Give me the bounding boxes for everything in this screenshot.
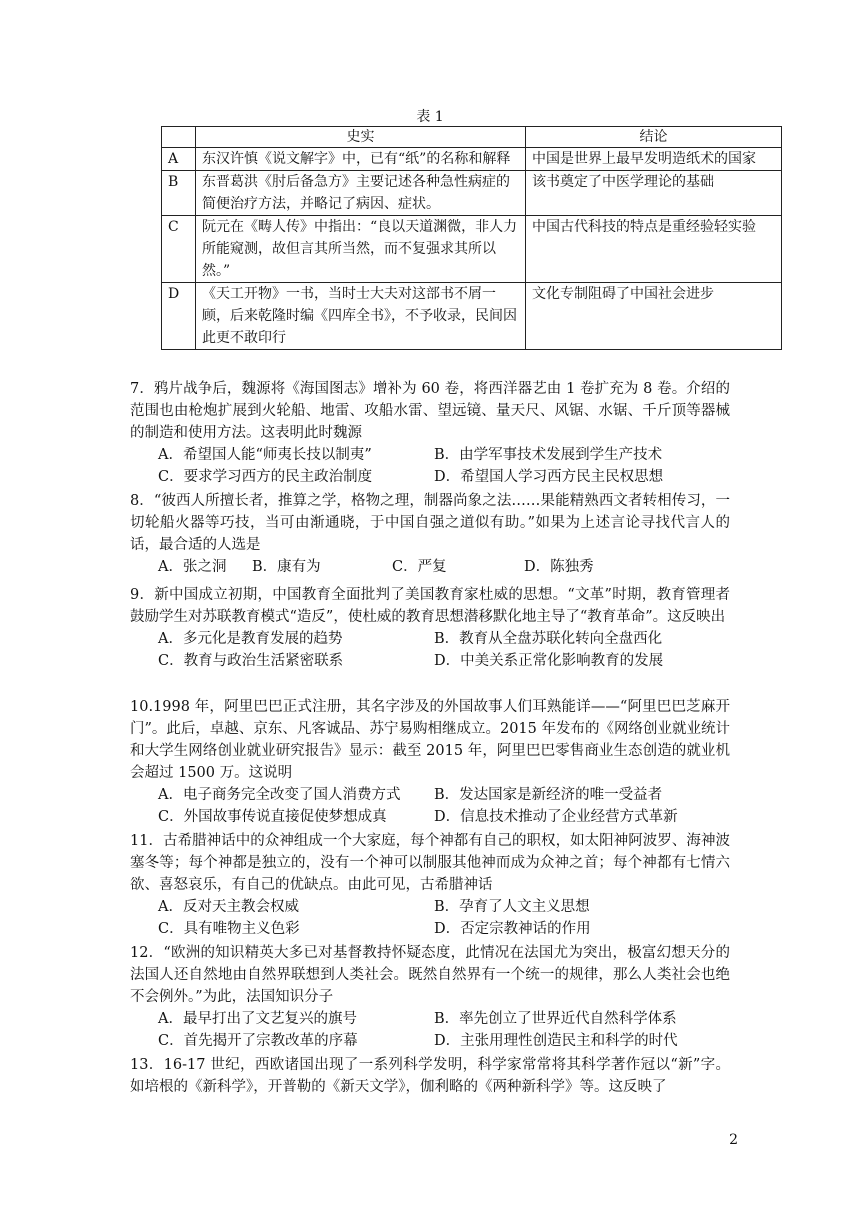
table-header-row bbox=[162, 127, 782, 148]
option-d[interactable]: D．否定宗教神话的作用 bbox=[434, 921, 591, 937]
option-a[interactable]: A．电子商务完全改变了国人消费方式 bbox=[158, 787, 401, 803]
question-13 bbox=[130, 1054, 730, 1098]
option-a[interactable]: A．多元化是教育发展的趋势 bbox=[158, 631, 343, 647]
option-d[interactable]: D．主张用理性创造民主和科学的时代 bbox=[434, 1033, 678, 1049]
page-number: 2 bbox=[729, 1132, 738, 1148]
table-row bbox=[162, 283, 782, 350]
option-a[interactable]: A．最早打出了文艺复兴的旗号 bbox=[158, 1011, 357, 1027]
table-row bbox=[162, 171, 782, 216]
question-stem: 11．古希腊神话中的众神组成一个大家庭，每个神都有自己的职权，如太阳神阿波罗、海神波塞冬等；每个神都是独立的，没有一个神可以制服其他神而成为众神之首；每个神都有七情六欲、喜怒哀乐，有自己的优缺点。由此可见，古希腊神话 bbox=[130, 833, 730, 893]
question-stem: 8．“彼西人所擅长者，推算之学，格物之理，制器尚象之法……果能精熟西文者转相传习，一切轮船火器等巧技，当可由渐通晓，于中国自强之道似有助。”如果为上述言论寻找代言人的话，最合适的人选是 bbox=[130, 493, 730, 553]
question-11 bbox=[130, 830, 730, 940]
row-fact: 东晋葛洪《肘后备急方》主要记述各种急性病症的简便治疗方法，并略记了病因、症状。 bbox=[196, 171, 526, 216]
table-row bbox=[162, 216, 782, 283]
option-a[interactable]: A．张之洞 bbox=[158, 559, 227, 575]
question-stem: 12．“欧洲的知识精英大多已对基督教持怀疑态度，此情况在法国尤为突出，极富幻想天分的法国人还自然地由自然界联想到人类社会。既然自然界有一个统一的规律，那么人类社会也绝不会例外。”为此，法国知识分子 bbox=[130, 945, 730, 1005]
answer-options bbox=[130, 896, 730, 940]
option-b[interactable]: B．教育从全盘苏联化转向全盘西化 bbox=[434, 631, 663, 647]
question-stem: 10.1998 年，阿里巴巴正式注册，其名字涉及的外国故事人们耳熟能详——“阿里巴巴芝麻开门”。此后，卓越、京东、凡客诚品、苏宁易购相继成立。2015 年发布的《网络创业就业统计和大学生网络创业就业研究报告》显示：截至 2015 年，阿里巴巴零售商业生态创造的就业机会超过 1500 万。这说明 bbox=[130, 699, 730, 781]
table-row bbox=[162, 148, 782, 171]
header-blank bbox=[162, 127, 196, 148]
question-12 bbox=[130, 942, 730, 1052]
row-fact: 《天工开物》一书，当时士大夫对这部书不屑一顾，后来乾隆时编《四库全书》，不予收录，民间因此更不敢印行 bbox=[196, 283, 526, 350]
question-stem: 7．鸦片战争后，魏源将《海国图志》增补为 60 卷，将西洋器艺由 1 卷扩充为 8 卷。介绍的范围也由枪炮扩展到火轮船、地雷、攻船水雷、望远镜、量天尺、风锯、水锯、千斤顶等器械的制造和使用方法。这表明此时魏源 bbox=[130, 381, 730, 441]
question-10 bbox=[130, 696, 730, 828]
option-b[interactable]: B．发达国家是新经济的唯一受益者 bbox=[434, 787, 663, 803]
row-conclusion: 中国是世界上最早发明造纸术的国家 bbox=[526, 148, 782, 171]
option-c[interactable]: C．严复 bbox=[392, 559, 447, 575]
question-7 bbox=[130, 378, 730, 488]
answer-options bbox=[130, 784, 730, 828]
option-c[interactable]: C．外国故事传说直接促使梦想成真 bbox=[158, 809, 387, 825]
answer-options bbox=[130, 1008, 730, 1052]
option-b[interactable]: B．孕育了人文主义思想 bbox=[434, 899, 590, 915]
option-d[interactable]: D．信息技术推动了企业经营方式革新 bbox=[434, 809, 678, 825]
header-conclusion: 结论 bbox=[526, 127, 782, 148]
row-conclusion: 该书奠定了中医学理论的基础 bbox=[526, 171, 782, 216]
answer-options bbox=[130, 444, 730, 488]
header-fact: 史实 bbox=[196, 127, 526, 148]
row-fact: 阮元在《畴人传》中指出：“良以天道渊微，非人力所能窥测，故但言其所当然，而不复强求其所以然。” bbox=[196, 216, 526, 283]
option-c[interactable]: C．教育与政治生活紧密联系 bbox=[158, 653, 344, 669]
table-caption: 表 1 bbox=[416, 109, 444, 125]
question-stem: 9．新中国成立初期，中国教育全面批判了美国教育家杜威的思想。“文革”时期，教育管理者鼓励学生对苏联教育模式“造反”，使杜威的教育思想潜移默化地主导了“教育革命”。这反映出 bbox=[130, 587, 730, 625]
row-conclusion: 中国古代科技的特点是重经验轻实验 bbox=[526, 216, 782, 283]
option-d[interactable]: D．中美关系正常化影响教育的发展 bbox=[434, 653, 664, 669]
option-b[interactable]: B．率先创立了世界近代自然科学体系 bbox=[434, 1011, 677, 1027]
option-a[interactable]: A．希望国人能“师夷长技以制夷” bbox=[158, 447, 372, 463]
option-d[interactable]: D．希望国人学习西方民主民权思想 bbox=[434, 469, 664, 485]
question-9 bbox=[130, 584, 730, 672]
answer-options bbox=[130, 628, 730, 672]
row-label: D bbox=[162, 283, 196, 350]
option-b[interactable]: B．由学军事技术发展到学生产技术 bbox=[434, 447, 663, 463]
row-conclusion: 文化专制阻碍了中国社会进步 bbox=[526, 283, 782, 350]
option-c[interactable]: C．要求学习西方的民主政治制度 bbox=[158, 469, 373, 485]
option-d[interactable]: D．陈独秀 bbox=[524, 559, 594, 575]
option-c[interactable]: C．首先揭开了宗教改革的序幕 bbox=[158, 1033, 358, 1049]
facts-conclusions-table bbox=[161, 126, 782, 350]
row-label: A bbox=[162, 148, 196, 171]
row-label: C bbox=[162, 216, 196, 283]
option-c[interactable]: C．具有唯物主义色彩 bbox=[158, 921, 300, 937]
answer-options bbox=[130, 556, 730, 578]
row-label: B bbox=[162, 171, 196, 216]
question-stem: 13．16-17 世纪，西欧诸国出现了一系列科学发明，科学家常常将其科学著作冠以“新”字。如培根的《新科学》，开普勒的《新天文学》，伽利略的《两种新科学》等。这反映了 bbox=[130, 1057, 730, 1095]
question-8 bbox=[130, 490, 730, 578]
option-b[interactable]: B．康有为 bbox=[252, 559, 321, 575]
row-fact: 东汉许慎《说文解字》中，已有“纸”的名称和解释 bbox=[196, 148, 526, 171]
option-a[interactable]: A．反对天主教会权威 bbox=[158, 899, 299, 915]
